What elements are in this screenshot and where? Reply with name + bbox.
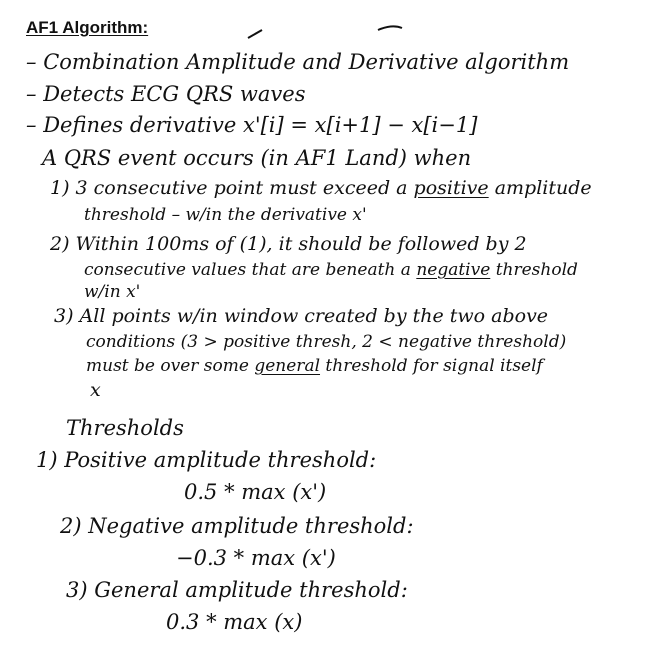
condition-2-line-1: 2) Within 100ms of (1), it should be followed by 2 bbox=[50, 233, 527, 255]
threshold-1-expr: 0.5 * max (x') bbox=[184, 480, 327, 504]
threshold-2-label: 2) Negative amplitude threshold: bbox=[60, 514, 414, 538]
condition-3-line-3: must be over some general threshold for signal itself bbox=[86, 356, 543, 376]
condition-3-line-2: conditions (3 > positive thresh, 2 < negative threshold) bbox=[86, 332, 567, 352]
qrs-intro: A QRS event occurs (in AF1 Land) when bbox=[42, 146, 472, 170]
condition-1-line-2: threshold – w/in the derivative x' bbox=[84, 205, 367, 225]
condition-1-line-1: 1) 3 consecutive point must exceed a positive amplitude bbox=[50, 177, 592, 199]
bullet-item: – Detects ECG QRS waves bbox=[26, 82, 306, 106]
threshold-1-label: 1) Positive amplitude threshold: bbox=[36, 448, 377, 472]
threshold-2-expr: −0.3 * max (x') bbox=[176, 546, 336, 570]
condition-2-line-2: consecutive values that are beneath a negative threshold bbox=[84, 260, 578, 280]
page-title: AF1 Algorithm: bbox=[26, 18, 149, 37]
thresholds-heading: Thresholds bbox=[66, 416, 184, 440]
threshold-3-expr: 0.3 * max (x) bbox=[166, 610, 303, 634]
condition-2-line-3: w/in x' bbox=[84, 282, 141, 302]
threshold-3-label: 3) General amplitude threshold: bbox=[66, 578, 408, 602]
condition-3-line-4: x bbox=[90, 379, 101, 401]
condition-3-line-1: 3) All points w/in window created by the two above bbox=[54, 305, 549, 327]
bullet-item: – Combination Amplitude and Derivative algorithm bbox=[26, 50, 570, 74]
bullet-item: – Defines derivative x'[i] = x[i+1] − x[i−1] bbox=[26, 113, 478, 137]
